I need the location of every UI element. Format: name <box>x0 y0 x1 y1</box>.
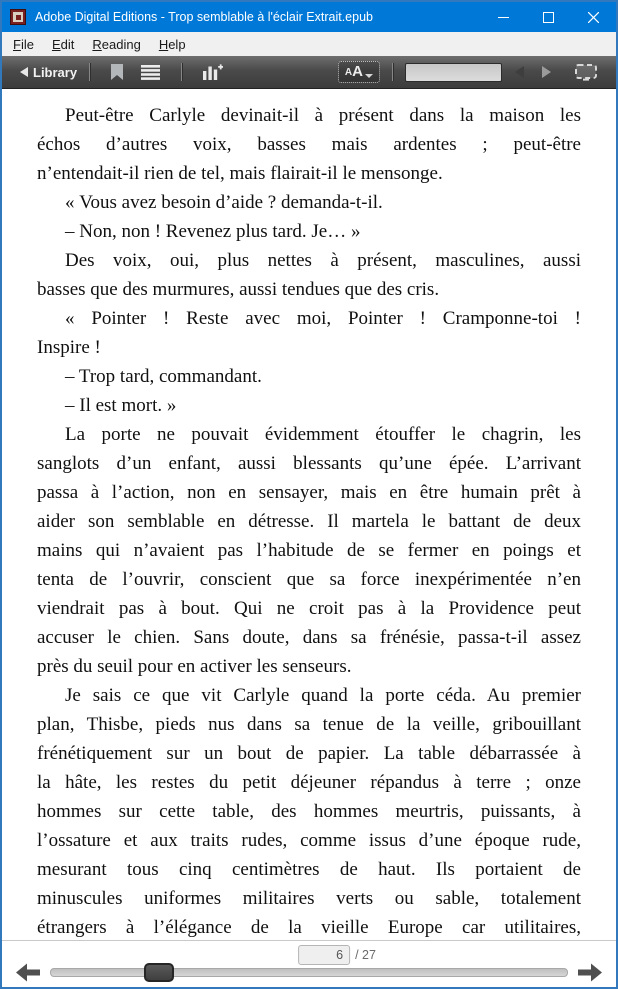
text-line: étrangers à l’élégance de la vieille Europe car utilitaires, <box>37 917 581 938</box>
previous-page-button[interactable] <box>506 58 533 86</box>
text-line: près du seuil pour en activer les senseurs. <box>37 656 352 677</box>
text-size-button[interactable]: A A <box>338 61 380 83</box>
bookmark-button[interactable] <box>102 58 132 86</box>
search-input[interactable] <box>405 63 502 82</box>
menu-bar <box>2 32 616 56</box>
page-slider-row <box>16 962 602 982</box>
text-line: La porte ne pouvait évidemment étouffer le chagrin, les <box>65 424 581 445</box>
close-icon <box>588 12 599 23</box>
next-page-icon <box>542 66 551 78</box>
toolbar <box>2 56 616 89</box>
text-line: Je sais ce que vit Carlyle quand la porte céda. Au premier <box>65 685 581 706</box>
text-line: tenta de l’ouvrir, conscient que sa force inexpérimentée n’en <box>37 569 581 590</box>
text-line: sanglots d’un enfant, aussi blessants qu’une épée. L’arrivant <box>37 453 581 474</box>
minimize-button[interactable] <box>481 2 526 32</box>
text-line: la hâte, les restes du petit déjeuner répandus à terre ; onze <box>37 772 581 793</box>
maximize-button[interactable] <box>526 2 571 32</box>
text-line: Des voix, oui, plus nettes à présent, masculines, aussi <box>65 250 581 271</box>
app-logo-inner <box>13 12 23 22</box>
chevron-down-icon <box>365 74 373 78</box>
annotations-button[interactable] <box>194 58 232 86</box>
text-line: échos d’autres voix, basses mais ardentes ; peut-être <box>37 134 581 155</box>
arrow-left-icon <box>16 963 40 982</box>
page-navigation-bar <box>2 940 616 987</box>
next-page-button[interactable] <box>533 58 560 86</box>
text-line: mesurant tous cinq centimètres de haut. Ils portaient de <box>37 859 581 880</box>
text-line: frénétiquement sur un bout de papier. La table débarrassée à <box>37 743 581 764</box>
toolbar-separator <box>392 63 393 81</box>
text-line: plan, Thisbe, pieds nus dans sa tenue de la veille, gribouillant <box>37 714 581 735</box>
app-logo-icon <box>10 9 26 25</box>
menu-item-reading[interactable]: Reading <box>92 36 141 52</box>
slider-next-button[interactable] <box>578 963 602 982</box>
text-line: accuser le chien. Sans doute, dans sa frénésie, passa-t-il assez <box>37 627 581 648</box>
menu-item-file[interactable]: File <box>13 36 34 52</box>
menu-item-help[interactable]: Help <box>158 36 186 52</box>
text-line: – Non, non ! Revenez plus tard. Je… » <box>65 221 361 242</box>
table-of-contents-button[interactable] <box>132 58 169 86</box>
app-logo-core <box>16 15 21 20</box>
text-line: viendrait pas à bout. Qui ne croit pas à la Providence peut <box>37 598 581 619</box>
menu-item-edit[interactable]: Edit <box>51 36 75 52</box>
back-arrow-icon <box>20 67 28 77</box>
toc-list-icon <box>141 65 160 80</box>
library-button[interactable] <box>20 65 77 80</box>
page-slider-track[interactable] <box>50 968 568 977</box>
slider-prev-button[interactable] <box>16 963 40 982</box>
text-line: n’entendait-il rien de tel, mais flairait-il le mensonge. <box>37 163 443 184</box>
fullscreen-icon <box>575 64 597 81</box>
text-line: mains qui n’avaient pas l’habitude de se fermer en poings et <box>37 540 581 561</box>
text-line: Inspire ! <box>37 337 101 358</box>
text-size-icon: A <box>344 67 353 78</box>
page-total-label: / 27 <box>355 948 376 962</box>
close-button[interactable] <box>571 2 616 32</box>
text-line: minuscules uniformes militaires verts ou sable, totalement <box>37 888 581 909</box>
page-slider-thumb[interactable] <box>144 963 174 982</box>
library-button-label: Library <box>33 64 78 80</box>
text-line: passa à l’action, non en sensayer, mais en être humain prêt à <box>37 482 581 503</box>
maximize-icon <box>543 12 554 23</box>
text-line: « Pointer ! Reste avec moi, Pointer ! Cramponne-toi ! <box>65 308 581 329</box>
text-line: Peut-être Carlyle devinait-il à présent dans la maison les <box>65 105 581 126</box>
minimize-icon <box>498 12 509 23</box>
arrow-right-icon <box>578 963 602 982</box>
text-line: hommes sur cette table, des hommes meurtris, puissants, à <box>37 801 581 822</box>
bar-chart-plus-icon <box>203 64 223 80</box>
reading-area <box>2 89 616 940</box>
text-line: « Vous avez besoin d’aide ? demanda-t-il. <box>65 192 383 213</box>
bookmark-icon <box>111 64 123 80</box>
toolbar-separator <box>181 63 182 81</box>
previous-page-icon <box>515 66 524 78</box>
window-titlebar <box>2 2 616 32</box>
text-line: l’ossature et aux traits rudes, comme issus d’une époque rude, <box>37 830 581 851</box>
text-line: aider son semblable en détresse. Il martela le battant de deux <box>37 511 581 532</box>
fullscreen-button[interactable] <box>566 58 606 86</box>
window-title: Adobe Digital Editions - Trop semblable à l'éclair Extrait.epub <box>35 10 373 24</box>
text-line: – Il est mort. » <box>65 395 177 416</box>
toolbar-separator <box>89 63 90 81</box>
text-line: basses que des murmures, aussi tendues que des cris. <box>37 279 440 300</box>
text-line: – Trop tard, commandant. <box>65 366 262 387</box>
